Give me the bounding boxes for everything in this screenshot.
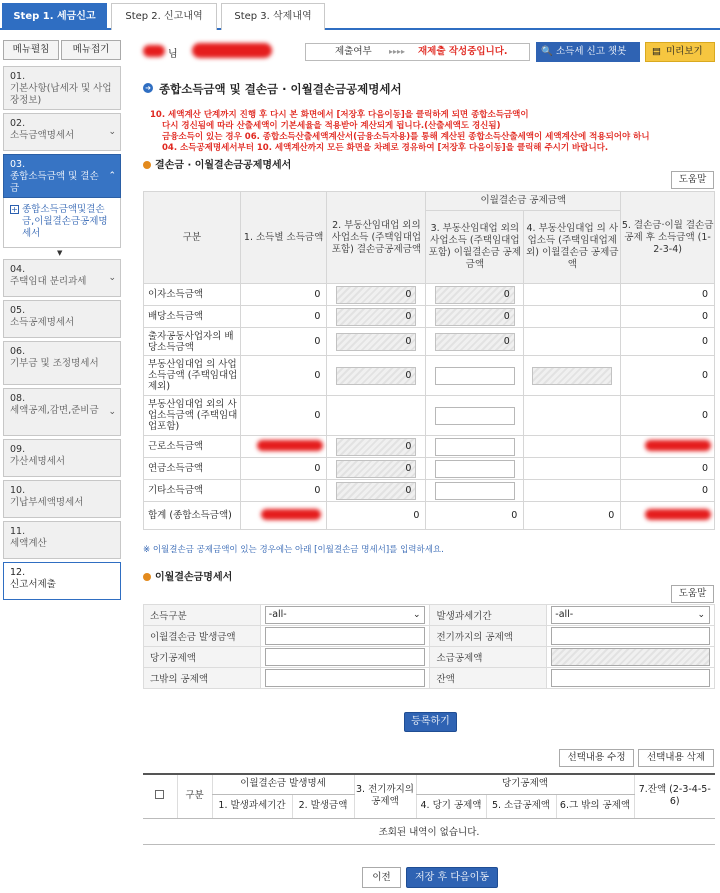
preview-button[interactable] bbox=[645, 42, 715, 62]
step-label: 소득금액명세서 bbox=[10, 130, 75, 141]
redacted-name bbox=[143, 45, 165, 57]
other-deduction-input[interactable] bbox=[265, 669, 426, 687]
step-label: 가산세명세서 bbox=[10, 456, 66, 467]
redacted-value bbox=[645, 440, 711, 451]
input-c2: 0 bbox=[336, 438, 416, 456]
select-value: -all- bbox=[268, 609, 287, 620]
cell-c3: 0 bbox=[426, 502, 524, 530]
period-select[interactable] bbox=[551, 606, 710, 624]
bullet-icon bbox=[143, 161, 151, 169]
step-num: 06. bbox=[10, 346, 26, 357]
step-label: 주택임대 분리과세 bbox=[10, 276, 87, 287]
sidebar-item-01[interactable] bbox=[3, 66, 121, 110]
empty-message: 조회된 내역이 없습니다. bbox=[143, 818, 715, 844]
sidebar-item-09[interactable] bbox=[3, 439, 121, 477]
sidebar-item-12[interactable] bbox=[3, 562, 121, 600]
chatbot-label: 소득세 신고 챗봇 bbox=[556, 46, 627, 57]
step-num: 08. bbox=[10, 393, 26, 404]
arrows: ▸▸▸▸ bbox=[389, 47, 406, 56]
notice-line: 04. 소득공제명세서부터 10. 세액계산까지 모든 화면을 차례로 경유하여 [저장후 다음이동]을 클릭해 주시기 바랍니다. bbox=[162, 143, 609, 153]
label-other: 그밖의 공제액 bbox=[144, 668, 261, 689]
step-label: 세액계산 bbox=[10, 538, 47, 549]
cell-c1 bbox=[240, 502, 327, 530]
sidebar-item-02[interactable] bbox=[3, 113, 121, 151]
chevron-down-icon: ⌄ bbox=[412, 610, 421, 620]
redacted-value bbox=[645, 509, 711, 520]
header-c4: 4. 부동산임대업 의 사업소득 (주택임대업제외) 이월결손금 공제금액 bbox=[524, 211, 621, 284]
search-icon: 🔍 bbox=[541, 46, 553, 57]
row-label: 부동산임대업 의 사업소득금액 (주택임대업제외) bbox=[144, 356, 241, 396]
note-text: ※ 이월결손금 공제금액이 있는 경우에는 아래 [이월결손금 명세서]를 입력하세요. bbox=[143, 545, 444, 555]
tab-step2[interactable]: Step 2. 신고내역 bbox=[111, 3, 217, 30]
sidebar-item-05[interactable] bbox=[3, 300, 121, 338]
list-header-amount: 2. 발생금액 bbox=[292, 794, 354, 818]
cell-c5: 0 bbox=[621, 396, 715, 436]
step-tabs bbox=[0, 0, 720, 30]
tab-step1[interactable]: Step 1. 세금신고 bbox=[2, 3, 107, 30]
list-header-prev: 3. 전기까지의 공제액 bbox=[354, 774, 416, 818]
input-c2: 0 bbox=[336, 286, 416, 304]
cell-c1: 0 bbox=[240, 396, 327, 436]
balance-input[interactable] bbox=[551, 669, 710, 687]
row-label: 부동산임대업 외의 사업소득금액 (주택임대업포함) bbox=[144, 396, 241, 436]
input-c2: 0 bbox=[336, 308, 416, 326]
input-c3[interactable] bbox=[435, 407, 515, 425]
register-button[interactable]: 등록하기 bbox=[404, 712, 457, 732]
cell-c5: 0 bbox=[621, 306, 715, 328]
input-c2: 0 bbox=[336, 333, 416, 351]
sidebar-item-03[interactable] bbox=[3, 154, 121, 198]
cell-c5: 0 bbox=[621, 328, 715, 356]
cell-c2 bbox=[327, 396, 426, 436]
sidebar-item-04[interactable] bbox=[3, 259, 121, 297]
step-label: 기본사항(납세자 및 사업장정보) bbox=[10, 83, 112, 106]
label-prev-deducted: 전기까지의 공제액 bbox=[430, 626, 547, 647]
cell-c2: 0 bbox=[327, 502, 426, 530]
section-title-loss bbox=[143, 156, 291, 171]
retroactive-deduction-input bbox=[551, 648, 710, 666]
cell-c5: 0 bbox=[621, 480, 715, 502]
menu-collapse-button[interactable]: 메뉴접기 bbox=[61, 40, 121, 60]
select-all-checkbox[interactable] bbox=[155, 790, 164, 799]
input-c3[interactable] bbox=[435, 482, 515, 500]
table-row bbox=[144, 356, 715, 396]
subitem-label: 종합소득금액및결손금,이월결손금공제명세서 bbox=[22, 204, 108, 239]
step-label: 소득공제명세서 bbox=[10, 317, 75, 328]
table-row bbox=[144, 306, 715, 328]
cell-c1: 0 bbox=[240, 356, 327, 396]
list-header-occurred: 이월결손금 발생명세 bbox=[212, 774, 354, 794]
cell-c1: 0 bbox=[240, 458, 327, 480]
section-title-text: 이월결손금명세서 bbox=[155, 572, 233, 583]
notice-box bbox=[150, 110, 650, 154]
sidebar-item-06[interactable] bbox=[3, 341, 121, 385]
help-button-2[interactable]: 도움말 bbox=[671, 585, 714, 603]
loss-table bbox=[143, 191, 715, 530]
chevron-down-icon: ⌄ bbox=[697, 610, 705, 620]
cell-c1: 0 bbox=[240, 306, 327, 328]
header-c2: 2. 부동산임대업 외의 사업소득 (주택임대업포함) 결손금공제금액 bbox=[327, 192, 426, 284]
chevron-down-icon: ⌄ bbox=[108, 127, 116, 137]
step-label: 기납부세액명세서 bbox=[10, 497, 84, 508]
table-row bbox=[144, 458, 715, 480]
label-balance: 잔액 bbox=[430, 668, 547, 689]
help-button-1[interactable]: 도움말 bbox=[671, 171, 714, 189]
income-type-select[interactable] bbox=[265, 606, 426, 624]
list-header-period: 1. 발생과세기간 bbox=[212, 794, 292, 818]
header-gubun: 구분 bbox=[144, 192, 241, 284]
header-group: 이월결손금 공제금액 bbox=[426, 192, 621, 211]
sidebar-subitem[interactable] bbox=[3, 198, 121, 248]
sidebar-item-11[interactable] bbox=[3, 521, 121, 559]
input-c3: 0 bbox=[435, 333, 515, 351]
notice-line: 금융소득이 있는 경우 06. 종합소득산출세액계산서(금융소득자용)를 통해 계산된 종합소득산출세액이 세액계산에 적용되어야 하니 bbox=[162, 132, 650, 142]
step-label: 종합소득금액 및 결손금 bbox=[10, 171, 99, 194]
table-row bbox=[144, 328, 715, 356]
row-label: 이자소득금액 bbox=[144, 284, 241, 306]
table-row-total bbox=[144, 502, 715, 530]
tab-step3[interactable]: Step 3. 삭제내역 bbox=[221, 3, 325, 30]
header-c1: 1. 소득별 소득금액 bbox=[240, 192, 327, 284]
row-label: 근로소득금액 bbox=[144, 436, 241, 458]
menu-expand-button[interactable]: 메뉴펼침 bbox=[3, 40, 59, 60]
list-header-retro: 5. 소급공제액 bbox=[486, 794, 556, 818]
select-value: -all- bbox=[555, 609, 574, 620]
input-c4 bbox=[532, 367, 612, 385]
cell-c5: 0 bbox=[621, 284, 715, 306]
edit-selected-button[interactable]: 선택내용 수정 bbox=[559, 749, 634, 767]
chatbot-button[interactable] bbox=[536, 42, 640, 62]
step-label: 기부금 및 조정명세서 bbox=[10, 358, 99, 369]
redacted-id bbox=[192, 43, 272, 58]
label-income-type: 소득구분 bbox=[144, 605, 261, 626]
row-label: 합계 (종합소득금액) bbox=[144, 502, 241, 530]
submit-status-box bbox=[305, 43, 530, 61]
notice-line: 다시 경신됨에 따라 산출세액이 기본세율을 적용받아 계산되게 됩니다.(산출세액도 경신됨) bbox=[162, 121, 501, 131]
document-icon: ▤ bbox=[652, 46, 661, 57]
section-title-text: 결손금 · 이월결손금공제명세서 bbox=[155, 160, 292, 171]
input-c3: 0 bbox=[435, 308, 515, 326]
select-all-cell bbox=[143, 774, 177, 818]
name-suffix: 님 bbox=[168, 49, 178, 60]
plus-icon: + bbox=[11, 205, 18, 214]
step-num: 04. bbox=[10, 264, 26, 275]
step-label: 신고서제출 bbox=[10, 579, 56, 590]
occurred-amount-input[interactable] bbox=[265, 627, 426, 645]
carryover-list bbox=[143, 773, 715, 845]
step-num: 11. bbox=[10, 526, 26, 537]
step-num: 01. bbox=[10, 71, 26, 82]
step-num: 12. bbox=[10, 567, 26, 578]
table-row bbox=[144, 396, 715, 436]
row-label: 연금소득금액 bbox=[144, 458, 241, 480]
chevron-up-icon: ⌃ bbox=[108, 171, 116, 181]
input-c3[interactable] bbox=[435, 460, 515, 478]
step-num: 02. bbox=[10, 118, 26, 129]
cell-c5: 0 bbox=[621, 458, 715, 480]
step-label: 세액공제,감면,준비금 bbox=[10, 405, 99, 416]
sidebar-item-08[interactable] bbox=[3, 388, 121, 436]
cell-c5 bbox=[621, 502, 715, 530]
row-label: 배당소득금액 bbox=[144, 306, 241, 328]
input-c3[interactable] bbox=[435, 438, 515, 456]
label-dissolved: 소급공제액 bbox=[430, 647, 547, 668]
sidebar-item-10[interactable] bbox=[3, 480, 121, 518]
step-num: 10. bbox=[10, 485, 26, 496]
label-period: 발생과세기간 bbox=[430, 605, 547, 626]
step-num: 03. bbox=[10, 159, 26, 170]
label-occurred: 이월결손금 발생금액 bbox=[144, 626, 261, 647]
status-text: 재제출 작성중입니다. bbox=[418, 46, 508, 57]
preview-label: 미리보기 bbox=[666, 46, 703, 57]
input-c3[interactable] bbox=[435, 367, 515, 385]
cell-c1: 0 bbox=[240, 284, 327, 306]
input-c3: 0 bbox=[435, 286, 515, 304]
table-row bbox=[144, 480, 715, 502]
cell-c1 bbox=[240, 436, 327, 458]
table-row bbox=[144, 284, 715, 306]
caret-down-icon: ▼ bbox=[57, 249, 63, 257]
page-title: 종합소득금액 및 결손금 · 이월결손금공제명세서 bbox=[159, 82, 402, 96]
carryover-form bbox=[143, 604, 715, 689]
list-header-deduct: 당기공제액 bbox=[416, 774, 634, 794]
prev-button[interactable]: 이전 bbox=[362, 867, 401, 888]
table-row bbox=[144, 436, 715, 458]
list-header-gubun: 구분 bbox=[177, 774, 212, 818]
delete-selected-button[interactable]: 선택내용 삭제 bbox=[638, 749, 714, 767]
input-c2: 0 bbox=[336, 367, 416, 385]
list-header-balance: 7.잔액 (2-3-4-5-6) bbox=[634, 774, 715, 818]
label-current: 당기공제액 bbox=[144, 647, 261, 668]
row-label: 기타소득금액 bbox=[144, 480, 241, 502]
bullet-icon bbox=[143, 573, 151, 581]
cell-c5 bbox=[621, 436, 715, 458]
section-title-carryover bbox=[143, 568, 232, 583]
arrow-right-icon: ➜ bbox=[143, 83, 153, 93]
cell-c4: 0 bbox=[524, 502, 621, 530]
step-num: 09. bbox=[10, 444, 26, 455]
input-c2: 0 bbox=[336, 460, 416, 478]
chevron-down-icon: ⌄ bbox=[108, 407, 116, 417]
chevron-down-icon: ⌄ bbox=[108, 273, 116, 283]
redacted-value bbox=[257, 440, 323, 451]
cell-c5: 0 bbox=[621, 356, 715, 396]
notice-line: 10. 세액계산 단계까지 진행 후 다시 본 화면에서 [저장후 다음이동]을 클릭하게 되면 종합소득금액이 bbox=[150, 110, 529, 120]
input-c2: 0 bbox=[336, 482, 416, 500]
submit-label: 제출여부 bbox=[335, 46, 372, 57]
redacted-value bbox=[261, 509, 321, 520]
cell-c1: 0 bbox=[240, 328, 327, 356]
row-label: 출자공동사업자의 배당소득금액 bbox=[144, 328, 241, 356]
header-c5: 5. 결손금·이월 결손금공제 후 소득금액 (1-2-3-4) bbox=[621, 192, 715, 284]
save-next-button[interactable]: 저장 후 다음이동 bbox=[406, 867, 498, 888]
list-header-current: 4. 당기 공제액 bbox=[416, 794, 486, 818]
prev-deducted-input[interactable] bbox=[551, 627, 710, 645]
cell-c1: 0 bbox=[240, 480, 327, 502]
header-c3: 3. 부동산임대업 외의 사업소득 (주택임대업포함) 이월결손금 공제금액 bbox=[426, 211, 524, 284]
current-deduction-input[interactable] bbox=[265, 648, 426, 666]
step-num: 05. bbox=[10, 305, 26, 316]
list-header-other: 6.그 밖의 공제액 bbox=[556, 794, 634, 818]
